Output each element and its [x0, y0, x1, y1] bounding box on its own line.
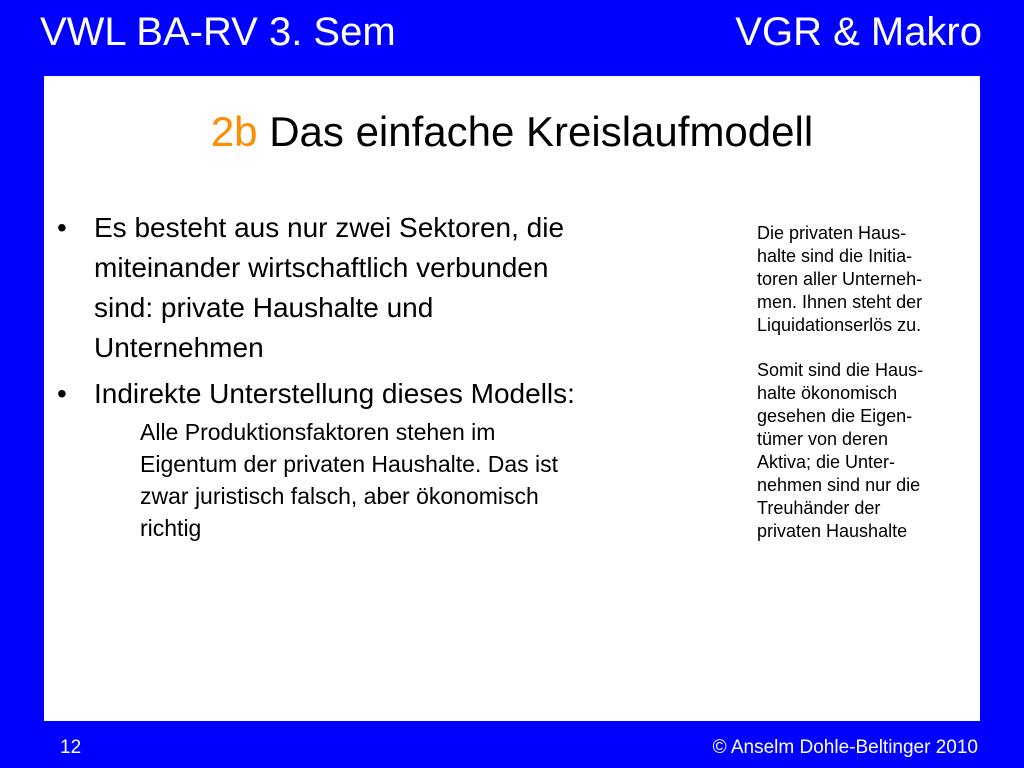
bullet-line: Es besteht aus nur zwei Sektoren, die	[94, 212, 565, 243]
bullet-list	[52, 208, 712, 544]
sub-line: richtig	[140, 515, 202, 541]
side-note-line: toren aller Unterneh-	[757, 269, 923, 289]
side-note	[757, 222, 972, 543]
side-note-line: halte ökonomisch	[757, 383, 898, 403]
bullet-marker: •	[57, 212, 67, 243]
bullet-item	[52, 374, 712, 414]
header-course-title: VWL BA-RV 3. Sem	[40, 10, 396, 54]
slide-title-number: 2b	[210, 108, 258, 155]
sub-line: Alle Produktionsfaktoren stehen im	[140, 419, 496, 445]
header-topic: VGR & Makro	[735, 10, 982, 54]
side-note-line: nehmen sind nur die	[757, 475, 921, 495]
side-note-line: halte sind die Initia-	[757, 246, 913, 266]
copyright-notice: © Anselm Dohle-Beltinger 2010	[712, 737, 978, 758]
side-note-line: tümer von deren	[757, 429, 889, 449]
side-note-line: Die privaten Haus-	[757, 223, 907, 243]
bullet-line: miteinander wirtschaftlich verbunden	[94, 252, 549, 283]
side-note-paragraph	[757, 359, 972, 543]
slide-panel	[44, 76, 980, 721]
side-note-line: privaten Haushalte	[757, 521, 908, 541]
bullet-line: Indirekte Unterstellung dieses Modells:	[94, 378, 575, 409]
side-note-paragraph	[757, 222, 972, 337]
side-note-line: Treuhänder der	[757, 498, 881, 518]
sub-line: Eigentum der privaten Haushalte. Das ist	[140, 451, 559, 477]
side-note-line: Liquidationserlös zu.	[757, 315, 922, 335]
bullet-line: sind: private Haushalte und	[94, 292, 434, 323]
page-number: 12	[60, 737, 82, 758]
bullet-marker: •	[57, 378, 67, 409]
side-note-line: men. Ihnen steht der	[757, 292, 923, 312]
slide-title-text: Das einfache Kreislaufmodell	[257, 108, 814, 155]
sub-paragraph	[52, 416, 712, 544]
slide-title	[44, 106, 980, 158]
side-note-line: Aktiva; die Unter-	[757, 452, 896, 472]
bullet-line: Unternehmen	[94, 332, 264, 363]
side-note-line: gesehen die Eigen-	[757, 406, 913, 426]
bullet-item	[52, 208, 712, 368]
sub-line: zwar juristisch falsch, aber ökonomisch	[140, 483, 539, 509]
side-note-line: Somit sind die Haus-	[757, 360, 924, 380]
